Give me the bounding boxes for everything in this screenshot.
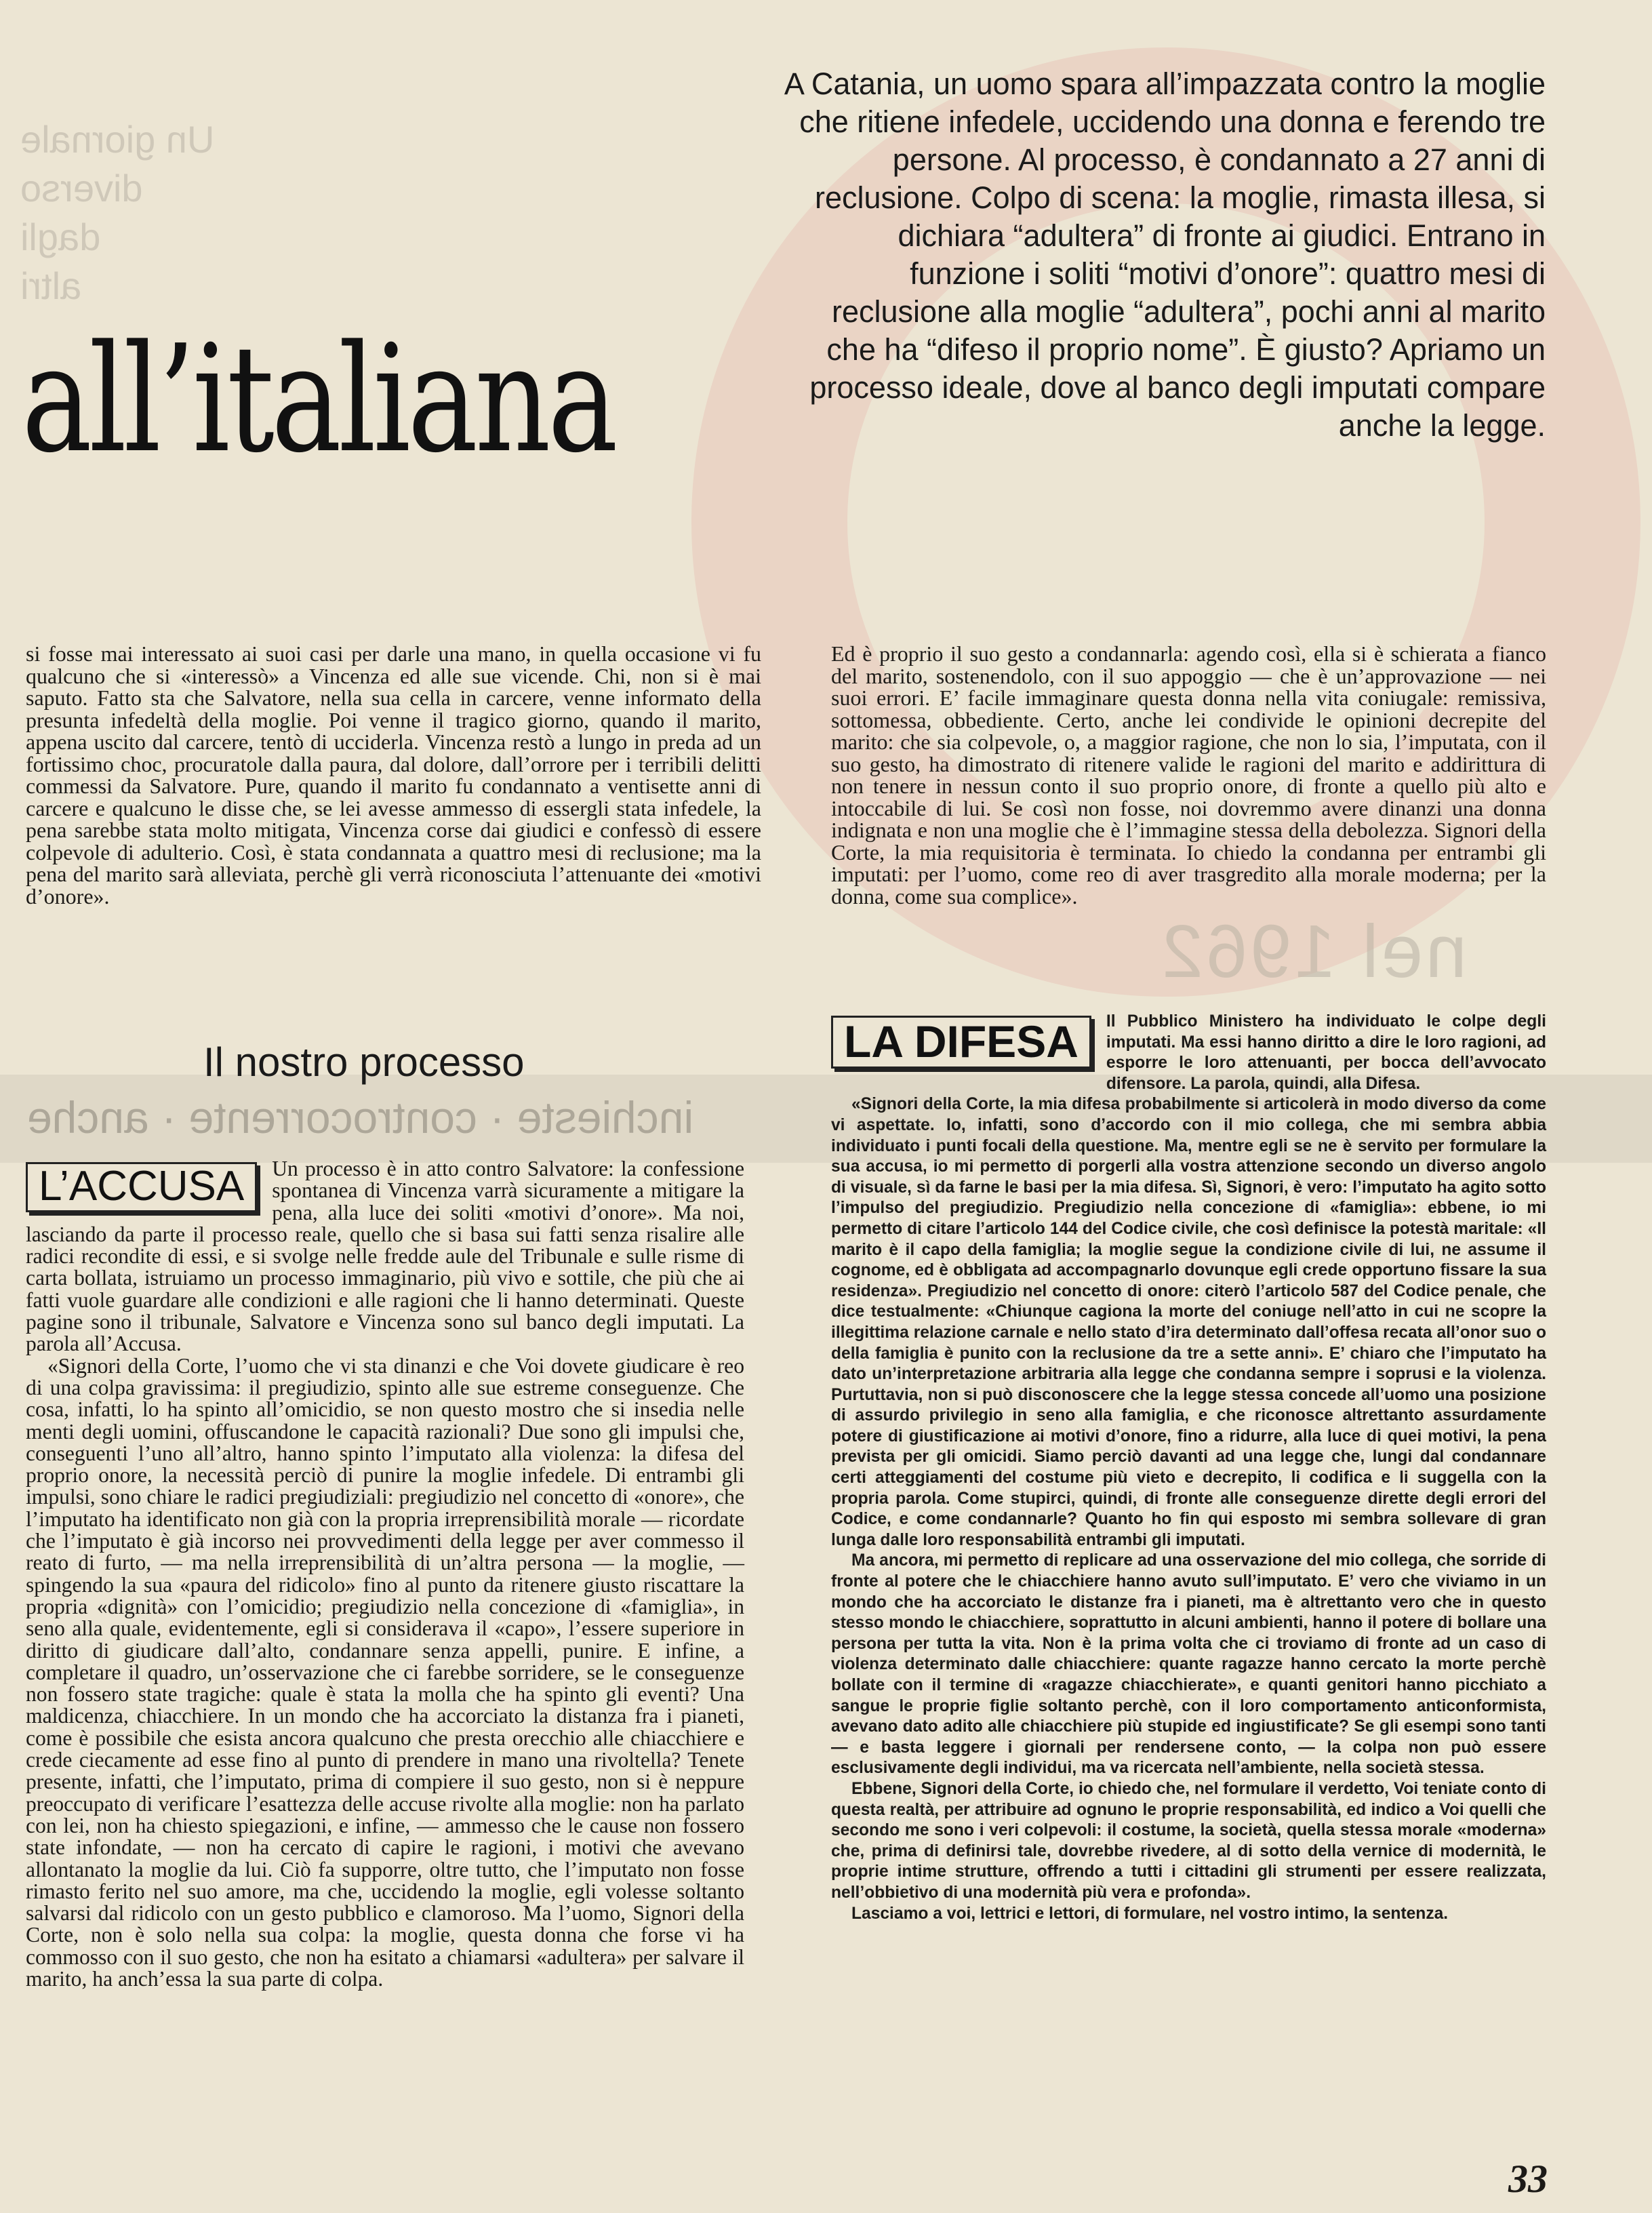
- difesa-paragraph: Lasciamo a voi, lettrici e lettori, di formulare, nel vostro intimo, la sentenza.: [851, 1904, 1449, 1923]
- story-column-left: [26, 643, 761, 907]
- lead-paragraph: A Catania, un uomo spara all’impazzata contro la moglie che ritiene infedele, uccidendo una donna e ferendo tre persone. Al processo, è condannato a 27 anni di reclusione. Colpo di scena: la moglie, rimasta illesa, si dichiara “adultera” di fronte ai giudici. Entrano in funzione i soliti “motivi d’onore”: quattro mesi di reclusione alla moglie “adultera”, pochi anni al marito che ha “difeso il proprio nome”. È giusto? Apriamo un processo ideale, dove al banco degli imputati compare anche la legge.: [784, 66, 1546, 443]
- story-text-left: si fosse mai interessato ai suoi casi per darle una mano, in quella occasione vi fu qualcuno che si «interessò» a Vincenza ed alle sue vicende. Chi, non si è mai saputo. Fatto sta che Salvatore, nella sua cella in carcere, venne informato della presunta infedeltà della moglie. Poi venne il tragico giorno, quando il marito, appena uscito dal carcere, tentò di ucciderla. Vincenza restò a lungo in preda ad un fortissimo choc, procuratole dalla paura, dal dolore, dall’orrore per i terribili delitti commessi da Salvatore. Pure, quando il marito fu condannato a ventisette anni di carcere e qualcuno le disse che, se lei avesse ammesso di essergli stata infedele, la pena sarebbe stata molto mitigata, Vincenza corse dai giudici e confessò di essere colpevole di adulterio. Così, è stata condannata a quattro mesi di reclusione; ma la pena del marito sarà alleviata, perchè gli verrà riconosciuta l’attenuante dei «motivi d’onore».: [26, 641, 761, 909]
- accusa-label: L’ACCUSA: [26, 1162, 257, 1212]
- difesa-paragraph: Ebbene, Signori della Corte, io chiedo che, nel formulare il verdetto, Voi teniate conto di questa realtà, per attribuire ad ognuno le proprie responsabilità, ed indico a Voi quelli che secondo me sono i veri colpevoli: il costume, la società, quella stessa morale «moderna» che, prima di definirsi tale, dovrebbe rivedere, al di sotto della vernice di modernità, le proprie intime strutture, offrendo a tutti i cittadini gli strumenti per essere realizzata, nell’obbietivo di una modernità più vera e profonda».: [831, 1779, 1546, 1902]
- page-number: 33: [1508, 2157, 1548, 2201]
- background-line: dagli: [20, 216, 101, 258]
- background-line: Un giornale: [20, 118, 215, 161]
- accusa-paragraph: Un processo è in atto contro Salvatore: la confessione spontanea di Vincenza varrà sicuramente a mitigare la pena, alla luce dei soliti «motivi d’onore». Ma noi, lasciando da parte il processo reale, quello che si basa sui fatti senza risalire alle radici recondite di essi, e si svolge nelle fredde aule del Tribunale e sulle risme di carta bollata, istruiamo un processo immaginario, più vivo e sottile, che più che ai fatti vuole guardare alle condizioni e alle ragioni che li hanno determinati. Queste pagine sono il tribunale, Salvatore e Vincenza sono sul banco degli imputati. La parola all’Accusa.: [26, 1157, 744, 1356]
- page-title: all’italiana: [22, 314, 616, 485]
- story-text-right: Ed è proprio il suo gesto a condannarla: agendo così, ella si è schierata a fianco del marito, sostenendolo, con il suo appoggio — che è un’approvazione — nei suoi errori. E’ facile immaginare questa donna nella vita coniugale: remissiva, sottomessa, obbediente. Certo, anche lei condivide le opinioni decrepite del marito: che sia colpevole, o, a maggior ragione, che non lo sia, l’imputata, con il suo gesto, ha dimostrato di ritenere valide le ragioni del marito e addirittura di non tenere in nessun conto il suo proprio onore, di fronte a quello più alto e intoccabile di lui. Se così non fosse, noi dovremmo avere dinanzi una donna indignata e non una moglie che è l’immagine stessa della debolezza. Signori della Corte, la mia requisitoria è terminata. Io chiedo la condanna per entrambi gli imputati: per l’uomo, come reo di aver trasgredito alla morale moderna; per la donna, come sua complice».: [831, 641, 1546, 909]
- background-line: diverso: [20, 167, 143, 210]
- section-heading: Il nostro processo: [203, 1039, 525, 1085]
- difesa-paragraph: «Signori della Corte, la mia difesa probabilmente si articolerà in modo diverso da come vi aspettate. Io, infatti, sono d’accordo con il mio collega, che mi sembra abbia individuato i punti focali della questione. Ma, mentre egli se ne è servito per formulare la sua accusa, io mi permetto di porgerli alla vostra attenzione secondo un diverso angolo di visuale, sì da farne le basi per la mia difesa. Sì, Signori, è vero: l’imputato ha agito sotto l’impulso del pregiudizio. Pregiudizio nella concezione di «famiglia»: ebbene, io mi permetto di citare l’articolo 144 del Codice civile, che così definisce la potestà maritale: «Il marito è il capo della famiglia; la moglie segue la condizione civile di lui, ne assume il cognome, ed è obbligata ad accompagnarlo dovunque egli crede opportuno fissare la sua residenza». Pregiudizio nel concetto di onore: citerò l’articolo 587 del Codice penale, che dice testualmente: «Chiunque cagiona la morte del coniuge nell’atto in cui ne scopre la illegittima relazione carnale e nello stato d’ira determinato dall’offesa recata all’onor suo o della famiglia è punito con la reclusione da tre a sette anni». E’ chiaro che l’imputato ha dato un’interpretazione arbitraria alla legge che condanna sempre i soprusi e la violenza. Purtuttavia, non si può disconoscere che la legge stessa concede all’uomo una posizione di assurdo privilegio in seno alla famiglia, e che riconosce altrettanto assurdamente potere di giustificazione ai motivi d’onore, fino a ridurre, alla luce di quei motivi, la pena prevista per gli omicidi. Siamo perciò davanti ad una legge che, lungi dal condannare certi atteggiamenti del costume più vieto e decrepito, li codifica e li suggella con la propria parola. Come stupirci, quindi, di fronte alle conseguenze dirette degli errori del Codice, e come condannarle? Quanto ho fin qui esposto mi sembra sollevare di gran lunga dalle loro responsabilità entrambi gli imputati.: [831, 1095, 1546, 1549]
- background-year: nel 1962: [1159, 910, 1468, 993]
- accusa-section: [26, 1158, 744, 1990]
- difesa-section: [831, 1012, 1546, 1924]
- difesa-label: LA DIFESA: [831, 1016, 1091, 1069]
- background-line: altri: [20, 264, 82, 307]
- accusa-paragraph: «Signori della Corte, l’uomo che vi sta dinanzi e che Voi dovete giudicare è reo di una colpa gravissima: il pregiudizio, spinto alle sue estreme conseguenze. Che cosa, infatti, lo ha spinto all’omicidio, se non questo mostro che si insedia nelle menti degli uomini, offuscandone le capacità razionali? Due sono gli impulsi che, conseguenti l’uno all’altro, hanno spinto l’imputato alla violenza: la difesa del proprio onore, la necessità perciò di punire la moglie infedele. Di entrambi gli impulsi, sono chiare le radici pregiudiziali: pregiudizio nel concetto di «onore», che l’imputato ha identificato non già con la propria irreprensibilità morale — ricordate che l’imputato è già incorso nei provvedimenti della legge per aver commesso il reato di furto, — ma nella irreprensibilità di un’altra persona — la moglie, — spingendo la sua «paura del ridicolo» fino al punto da ritenere giusto riscattare la propria «dignità» con l’omicidio; pregiudizio nella concezione di «famiglia», in seno alla quale, evidentemente, egli si considerava il «capo», l’essere superiore in diritto di giudicare dall’alto, condannare senza appelli, punire. E infine, a completare il quadro, un’osservazione che ci farebbe sorridere, se le conseguenze non fossero state tragiche: quale è stata la molla che ha spinto gli eventi? Una maldicenza, chiacchiere. In un mondo che ha accorciato la distanza fra i pianeti, come è possibile che esista ancora qualcuno che presta orecchio alle chiacchiere e crede ciecamente ad esse fino al punto di prendere in mano una rivoltella? Tenete presente, infatti, che l’imputato, prima di compiere il suo gesto, non si è neppure preoccupato di verificare l’esattezza delle accuse rivolte alla moglie: non ha parlato con lei, non ha chiesto spiegazioni, e infine, — ammesso che le cause non fossero state infondate, — non ha cercato di capire le ragioni, i motivi che avevano allontanato la moglie da lui. Ciò fa supporre, oltre tutto, che l’imputato non fosse rimasto ferito nel suo amore, ma che, uccidendo la moglie, egli volesse soltanto salvarsi dal ridicolo con un gesto pubblico e clamoroso. Ma l’uomo, Signori della Corte, non è solo nella sua colpa: la moglie, questa donna che forse vi ha commosso con il suo gesto, che non ha esitato a chiamarsi «adultera» per salvare il marito, ha anch’essa la sua parte di colpa.: [26, 1353, 744, 1991]
- background-tagline: [20, 115, 291, 311]
- story-column-right: [831, 643, 1546, 907]
- background-band-text: inchieste · controcorrente · anche: [27, 1092, 694, 1142]
- difesa-paragraph: Ma ancora, mi permetto di replicare ad una osservazione del mio collega, che sorride di fronte al potere che le chiacchiere hanno avuto sull’imputato. E’ vero che viviamo in un mondo che ha accorciato le distanze fra i pianeti, ma è altrettanto vero che in questo stesso mondo le chiacchiere, soprattutto in alcuni ambienti, hanno il potere di bollare una persona per tutta la vita. Non è la prima volta che ci troviamo di fronte ad un caso di violenza determinato dalle chiacchiere: quante ragazze hanno cercato la morte perchè bollate con il termine di «ragazze chiacchierate», e quanti genitori hanno picchiato a sangue le proprie figlie soltanto perchè, con il loro comportamento anticonformista, avevano dato adito alle chiacchiere più stupide ed ingiustificate? Se gli esempi sono tanti — e basta leggere i giornali per rendersene conto, — la colpa non può essere esclusivamente degli individui, ma va ricercata nell’ambiente, nella società stessa.: [831, 1551, 1546, 1778]
- difesa-paragraph: Il Pubblico Ministero ha individuato le colpe degli imputati. Ma essi hanno diritto a dire le loro ragioni, ad esporre le loro attenuanti, per bocca dell’avvocato difensore. La parola, quindi, alla Difesa.: [1106, 1012, 1546, 1093]
